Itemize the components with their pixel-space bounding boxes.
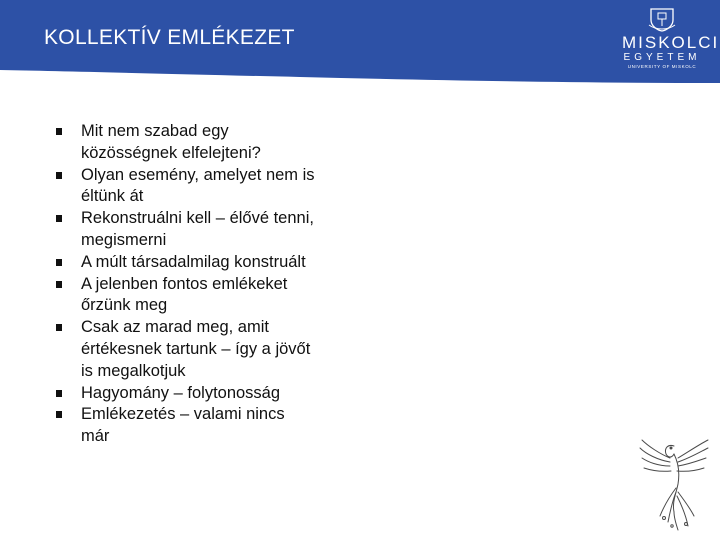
bullet-item	[56, 317, 316, 382]
bullet-marker-icon	[56, 259, 62, 266]
university-logo	[622, 6, 720, 76]
logo-name-line2: EGYETEM	[623, 52, 701, 63]
bullet-item	[56, 383, 316, 405]
bullet-text: A jelenben fontos emlékeket őrzünk meg	[81, 274, 288, 315]
bullet-item	[56, 252, 316, 274]
bullet-text: A múlt társadalmilag konstruált	[81, 252, 306, 271]
bullet-item	[56, 208, 316, 252]
bullet-text: Hagyomány – folytonosság	[81, 383, 281, 402]
bullet-text: Emlékezetés – valami nincs már	[81, 405, 285, 446]
bullet-text: Rekonstruálni kell – élővé tenni, megismerni	[81, 209, 314, 249]
bullet-text: Mit nem szabad egy közösségnek elfelejteni?	[81, 122, 261, 162]
bullet-item	[56, 165, 316, 209]
bullet-marker-icon	[56, 390, 62, 397]
bullet-text: Csak az marad meg, amit értékesnek tartunk – így a jövőt is megalkotjuk	[81, 318, 311, 380]
bullet-marker-icon	[56, 172, 62, 179]
university-crest-icon	[647, 6, 677, 32]
bullet-list	[56, 121, 316, 448]
bullet-item	[56, 121, 316, 165]
bullet-marker-icon	[56, 324, 62, 331]
phoenix-icon	[634, 436, 714, 532]
slide-title: KOLLEKTÍV EMLÉKEZET	[44, 26, 295, 49]
bullet-item	[56, 274, 316, 318]
bullet-marker-icon	[56, 281, 62, 288]
bullet-marker-icon	[56, 128, 62, 135]
bullet-text: Olyan esemény, amelyet nem is éltünk át	[81, 165, 315, 206]
logo-name-line1: MISKOLCI	[622, 33, 720, 52]
bullet-marker-icon	[56, 215, 62, 222]
bullet-item	[56, 404, 316, 448]
logo-name-line3: UNIVERSITY OF MISKOLC	[627, 64, 697, 69]
bullet-marker-icon	[56, 411, 62, 418]
